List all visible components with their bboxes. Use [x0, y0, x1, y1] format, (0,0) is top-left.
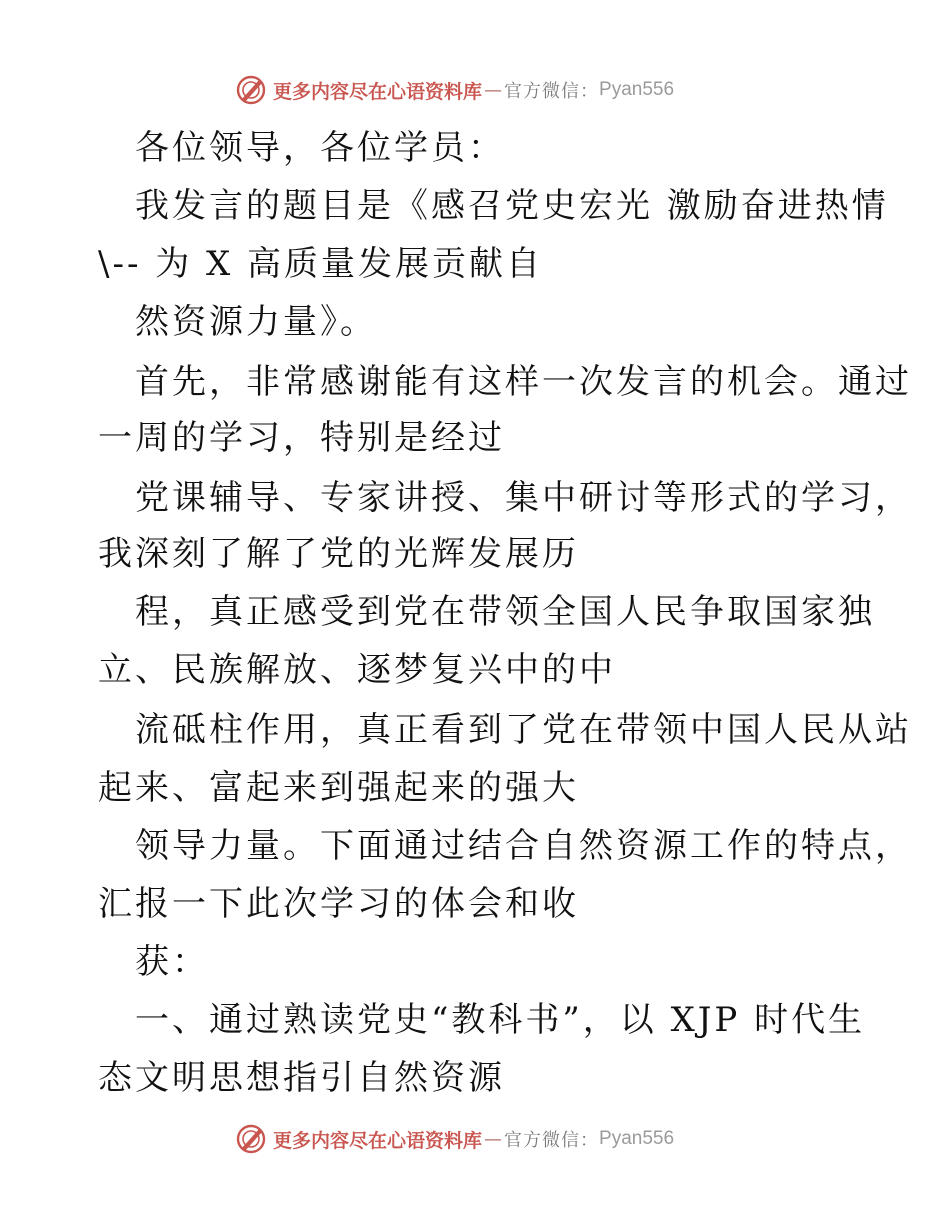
footer-watermark: [235, 1122, 674, 1156]
watermark-wechat-id: Pyan556: [599, 79, 675, 100]
watermark-dash: —: [484, 1128, 503, 1150]
text-line-14: 汇报一下此次学习的体会和收: [98, 884, 579, 924]
watermark-wechat-label: 官方微信：: [504, 81, 600, 102]
watermark-dash: —: [484, 79, 503, 101]
text-line-2: 我发言的题目是《感召党史宏光 激励奋进热情: [135, 186, 889, 226]
text-line-12: 起来、富起来到强起来的强大: [98, 768, 579, 808]
text-line-6: 一周的学习，特别是经过: [98, 418, 505, 458]
quill-logo-icon: [235, 74, 267, 106]
text-line-13: 领导力量。下面通过结合自然资源工作的特点，: [135, 826, 912, 866]
watermark-wechat-label: 官方微信：: [504, 1130, 600, 1151]
text-line-3: \-- 为 X 高质量发展贡献自: [98, 244, 544, 284]
text-line-5: 首先，非常感谢能有这样一次发言的机会。通过: [135, 362, 912, 402]
watermark-site-name: 更多内容尽在心语资料库: [273, 80, 483, 103]
text-line-9: 程，真正感受到党在带领全国人民争取国家独: [135, 592, 875, 632]
text-line-10: 立、民族解放、逐梦复兴中的中: [98, 650, 616, 690]
quill-logo-icon: [235, 1123, 267, 1155]
text-line-11: 流砥柱作用，真正看到了党在带领中国人民从站: [135, 710, 912, 750]
watermark-wechat-id: Pyan556: [599, 1128, 675, 1149]
text-line-7: 党课辅导、专家讲授、集中研讨等形式的学习，: [135, 478, 912, 518]
text-line-16: 一、通过熟读党史“教科书”，以 XJP 时代生: [135, 1000, 866, 1040]
text-line-4: 然资源力量》。: [135, 302, 377, 342]
header-watermark: [235, 73, 674, 107]
text-line-1: 各位领导，各位学员：: [135, 128, 505, 168]
watermark-site-name: 更多内容尽在心语资料库: [273, 1129, 483, 1152]
text-line-15: 获：: [135, 942, 209, 982]
text-line-17: 态文明思想指引自然资源: [98, 1058, 505, 1098]
text-line-8: 我深刻了解了党的光辉发展历: [98, 534, 579, 574]
